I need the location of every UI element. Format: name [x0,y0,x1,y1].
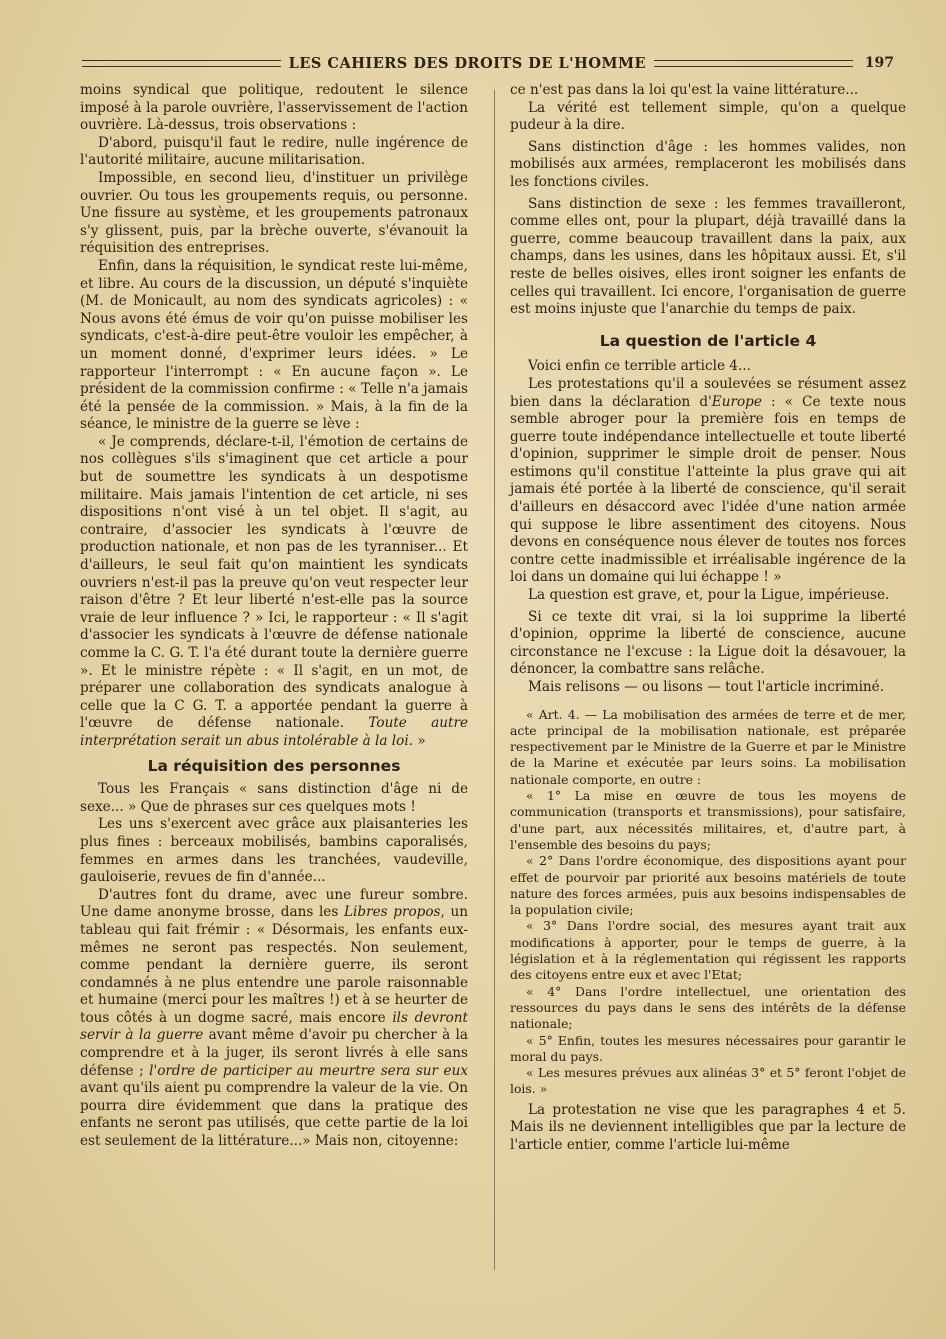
quote-paragraph [80,434,468,751]
paragraph: Mais relisons — ou lisons — tout l'article incriminé. [528,679,885,695]
text-run: D'autres font du drame, avec une fureur sombre. Une dame anonyme brosse, dans les [80,886,468,921]
paragraph: Tous les Français « sans distinction d'âge ni de sexe... » Que de phrases sur ces quelques mots ! [80,781,468,815]
paragraph: La protestation ne vise que les paragraphes 4 et 5. Mais ils ne deviennent intelligibles que par la lecture de l'article entier, comme l'article lui-même [510,1101,906,1153]
paragraph: ce n'est pas dans la loi qu'est la vaine littérature... [510,82,859,98]
paragraph: Voici enfin ce terrible article 4... [528,358,751,375]
paragraph: Si ce texte dit vrai, si la loi supprime la liberté d'opinion, opprime la liberté de conscience, aucune circonstance ne l'excuse : la Ligue doit la désavouer, la dénoncer, la combattre sans relâche. [510,608,906,678]
text-run: : « Ce texte nous semble abroger pour la première fois en temps de guerre toute indépendance intellectuelle et toute liberté d'opinion, supprimer le simple droit de penser. Nous estimons qu'il constitue l'atteinte la plus grave qui ait jamais été portée à la liberté de conscience, qu'il serait d'ailleurs en désaccord avec l'idée d'une nation armée qui suppose le libre assentiment des citoyens. Nous devons en conséquence nous élever de toutes nos forces contre cette inadmissible et irréalisable ingérence de la loi dans un domaine qui lui échappe ! » [510,393,907,586]
article-paragraph: « 2° Dans l'ordre économique, des dispositions ayant pour effet de pourvoir par priorité aux besoins matériels de toute nature des forces armées, puis aux besoins indispensables de la population civile; [510,853,906,918]
right-column [510,82,906,1155]
paragraph [510,376,906,587]
header-rule-right [654,60,853,67]
section-heading: La question de l'article 4 [599,331,817,350]
paragraph: La question est grave, et, pour la Ligue, impérieuse. [528,587,890,604]
column-divider [494,90,495,1270]
page-header [82,48,894,78]
article-paragraph: « Art. 4. — La mobilisation des armées de terre et de mer, acte principal de la mobilisation nationale, est préparée respectivement par le Ministre de la Guerre et par le Ministre de la Marine et exécutée par leurs soins. La mobilisation nationale comporte, en outre : [510,706,906,787]
paragraph: Les uns s'exercent avec grâce aux plaisanteries les plus fines : berceaux mobilisés, bambins caporalisés, femmes en armes dans les tranchées, vaudeville, gauloiserie, revues de fin d'année... [80,816,468,886]
paragraph: Sans distinction d'âge : les hommes valides, non mobilisés aux armées, remplaceront les mobilisés dans les fonctions civiles. [510,138,906,190]
italic-run: l'ordre de participer au meurtre sera sur eux [149,1062,468,1079]
article-paragraph: « 5° Enfin, toutes les mesures nécessaires pour garantir le moral du pays. [510,1032,906,1064]
article-paragraph: « Les mesures prévues aux alinéas 3° et 5° feront l'objet de lois. » [510,1065,906,1097]
page-number: 197 [864,55,894,71]
text-run: , un tableau qui fait frémir : « Désormais, les enfants eux-mêmes ne seront pas respectés. Non seulement, comme pendant la dernière guerre, ils seront condamnés à ne plus entendre une parole raisonnable et humaine (merci pour les maîtres !) et à se heurter de tous côtés à un dogme sacré, mais encore [80,904,469,1026]
paragraph: moins syndical que politique, redoutent le silence imposé à la parole ouvrière, l'asservissement de l'action ouvrière. Là-dessus, trois observations : [80,82,468,134]
italic-run: ils devront servir à la guerre [80,1009,468,1044]
quote-italic: Toute autre interprétation serait un abus intolérable à la loi. [80,715,468,749]
paragraph: Enfin, dans la réquisition, le syndicat reste lui-même, et libre. Au cours de la discussion, un député s'inquiète (M. de Monicault, au nom des syndicats agricoles) : « Nous avons été émus de voir qu'on puisse mobiliser les syndicats, c'est-à-dire peut-être vouloir les empêcher, à un moment donné, d'exprimer leurs idées. » Le rapporteur l'interrompt : « En aucune façon ». Le président de la commission confirme : « Telle n'a jamais été la pensée de la commission. » Mais, à la fin de la séance, le ministre de la guerre se lève : [80,257,468,433]
paragraph: Sans distinction de sexe : les femmes travailleront, comme elles ont, pour la plupart, déjà travaillé dans la guerre, comme beaucoup travaillent dans la paix, aux champs, dans les usines, dans les hôpitaux aussi. Et, s'il reste de belles oisives, elles iront soigner les enfants de celles qui travaillent. Ici encore, l'organisation de guerre est moins injuste que l'anarchie du temps de paix. [510,195,906,318]
left-column [80,82,468,1151]
paragraph: Impossible, en second lieu, d'instituer un privilège ouvrier. Ou tous les groupements requis, ou personne. Une fissure au système, et les groupements patronaux s'y glissent, puis, par la brèche ouverte, s'évanouit la réquisition des entreprises. [80,169,468,257]
paragraph: D'abord, puisqu'il faut le redire, nulle ingérence de l'autorité militaire, aucune militarisation. [80,134,468,169]
italic-run: Libres propos [344,904,441,921]
article-paragraph: « 3° Dans l'ordre social, des mesures ayant trait aux modifications à apporter, pour le temps de guerre, à la législation et à la réglementation qui régissent les rapports des citoyens entre eux et avec l'Etat; [510,918,906,983]
journal-title: LES CAHIERS DES DROITS DE L'HOMME [288,54,647,72]
text-run: Les protestations qu'il a soulevées se résument assez bien dans la déclaration d' [510,375,906,410]
italic-run: Europe [711,393,762,410]
section-heading: La réquisition des personnes [147,756,401,775]
paragraph: La vérité est tellement simple, qu'on a quelque pudeur à la dire. [510,99,906,134]
article-quote [510,707,906,1098]
article-paragraph: « 1° La mise en œuvre de tous les moyens de communication (transports et transmissions), pour satisfaire, d'une part, aux nécessités militaires, et, d'autre part, à l'ensemble des besoins du pays; [510,788,906,852]
article-paragraph: « 4° Dans l'ordre intellectuel, une orientation des ressources du pays dans le sens des intérêts de la défense nationale; [510,983,906,1032]
quote-close: » [417,732,426,749]
paragraph [80,887,468,1151]
text-run: avant qu'ils aient pu comprendre la valeur de la vie. On pourra dire évidemment que dans la pratique des enfants ne seront pas utilisés, que cette partie de la loi est seulement de la littérature...» Mais non, citoyenne: [80,1080,468,1150]
quote-text: « Je comprends, déclare-t-il, l'émotion de certains de nos collègues s'ils s'imaginent que cet article a pour but de soumettre les syndicats à un despotisme militaire. Mais jamais l'intention de cet article, ni ses dispositions n'ont visé à un tel objet. Il s'agit, au contraire, d'associer les syndicats à l'œuvre de production nationale, et non pas de les tyranniser... Et d'ailleurs, le seul fait qu'on maintient les syndicats ouvriers n'est-il pas la preuve qu'on veut respecter leur raison d'être ? Et leur liberté n'est-elle pas la source vraie de leur influence ? » Ici, le rapporteur : « Il s'agit d'associer les syndicats à l'œuvre de défense nationale comme la C. G. T. l'a été durant toute la dernière guerre ». Et le ministre répète : « Il s'agit, en un mot, de préparer une collaboration des syndicats analogue à celle que la C G. T. a apportée pendant la guerre à l'œuvre de défense nationale. [80,433,468,732]
header-rule-left [82,60,281,67]
text-run: avant même d'avoir pu chercher à la comprendre et à la juger, ils seront livrés à elle sans défense ; [80,1027,469,1079]
